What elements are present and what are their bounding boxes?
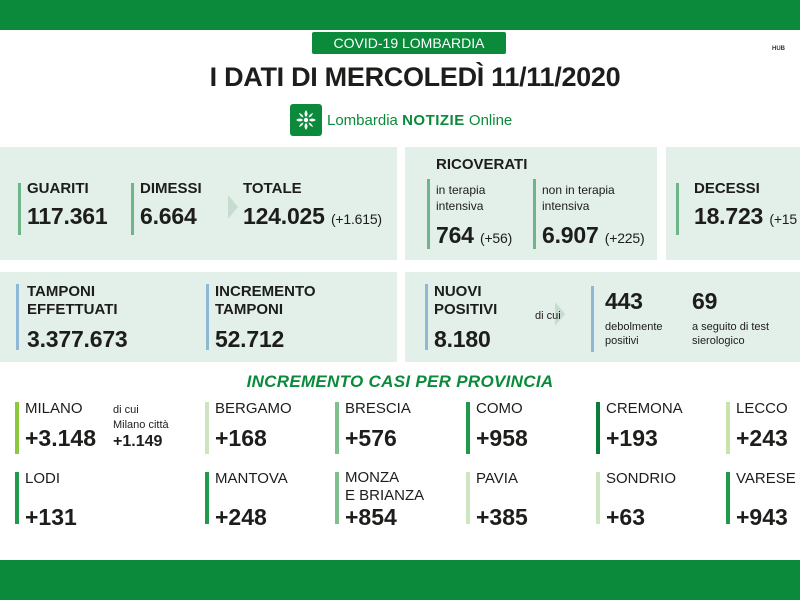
incremento-label-1: INCREMENTO bbox=[215, 283, 316, 300]
nti-label-2: intensiva bbox=[542, 199, 590, 213]
province-name-como: COMO bbox=[476, 400, 523, 417]
accent-bar bbox=[18, 183, 21, 235]
decessi-label: DECESSI bbox=[694, 180, 760, 197]
incremento-label-2: TAMPONI bbox=[215, 301, 284, 318]
hospitalized-panel bbox=[405, 147, 657, 260]
province-name-cremona: CREMONA bbox=[606, 400, 683, 417]
province-bar-lodi bbox=[15, 472, 19, 524]
ti-value bbox=[436, 222, 512, 249]
province-bar-cremona bbox=[596, 402, 600, 454]
debolmente-value: 443 bbox=[605, 288, 643, 314]
province-bar-sondrio bbox=[596, 472, 600, 524]
province-value-mantova: +248 bbox=[215, 504, 267, 530]
province-value-bergamo: +168 bbox=[215, 425, 267, 451]
logo-prefix: Lombardia bbox=[327, 111, 398, 129]
recovered-panel bbox=[0, 147, 397, 260]
province-value-sondrio: +63 bbox=[606, 504, 646, 530]
nti-label-1: non in terapia bbox=[542, 183, 615, 197]
page-title: I DATI DI MERCOLEDÌ 11/11/2020 bbox=[209, 62, 621, 92]
province-value-cremona: +193 bbox=[606, 425, 658, 451]
ti-label-1: in terapia bbox=[436, 183, 486, 197]
accent-bar bbox=[16, 284, 19, 350]
province-name-mantova: MANTOVA bbox=[215, 470, 288, 487]
nti-number: 6.907 bbox=[542, 222, 599, 248]
guariti-label: GUARITI bbox=[27, 180, 89, 197]
milano-note-2: Milano città bbox=[113, 419, 169, 431]
guariti-value: 117.361 bbox=[27, 203, 108, 229]
totale-value bbox=[243, 203, 382, 230]
nuovi-label-2: POSITIVI bbox=[434, 301, 498, 318]
debolmente-label-1: debolmente bbox=[605, 321, 663, 333]
deaths-panel bbox=[666, 147, 800, 260]
province-bar-varese bbox=[726, 472, 730, 524]
hub-label: HUB bbox=[772, 46, 785, 52]
province-name-pavia: PAVIA bbox=[476, 470, 518, 487]
province-value-lodi: +131 bbox=[25, 504, 77, 530]
accent-bar bbox=[427, 179, 430, 249]
decessi-delta: (+15 bbox=[769, 211, 797, 227]
logo-suffix: Online bbox=[468, 111, 513, 129]
sierologico-label-1: a seguito di test bbox=[692, 321, 770, 333]
arrow-right-icon bbox=[228, 195, 238, 219]
province-name-monza-1: MONZA bbox=[345, 469, 400, 486]
accent-bar bbox=[131, 183, 134, 235]
province-bar-como bbox=[466, 402, 470, 454]
provinces-title: INCREMENTO CASI PER PROVINCIA bbox=[246, 372, 554, 391]
tamponi-label-2: EFFETTUATI bbox=[27, 301, 118, 318]
nuovi-label-1: NUOVI bbox=[434, 283, 482, 300]
dimessi-label: DIMESSI bbox=[140, 180, 202, 197]
dimessi-value: 6.664 bbox=[140, 203, 197, 229]
ti-number: 764 bbox=[436, 222, 474, 248]
ti-delta: (+56) bbox=[479, 230, 513, 246]
province-value-milano: +3.148 bbox=[25, 425, 96, 451]
province-value-monza: +854 bbox=[345, 504, 397, 530]
province-bar-pavia bbox=[466, 472, 470, 524]
nti-value bbox=[542, 222, 644, 249]
incremento-value: 52.712 bbox=[215, 326, 285, 352]
accent-bar bbox=[206, 284, 209, 350]
accent-bar bbox=[425, 284, 428, 350]
province-name-lodi: LODI bbox=[25, 470, 61, 487]
accent-bar bbox=[676, 183, 679, 235]
nti-delta: (+225) bbox=[604, 230, 645, 246]
province-name-milano: MILANO bbox=[25, 400, 83, 417]
province-name-sondrio: SONDRIO bbox=[606, 470, 677, 487]
province-value-como: +958 bbox=[476, 425, 528, 451]
province-value-brescia: +576 bbox=[345, 425, 397, 451]
province-bar-lecco bbox=[726, 402, 730, 454]
province-bar-brescia bbox=[335, 402, 339, 454]
decessi-value bbox=[694, 203, 797, 230]
totale-label: TOTALE bbox=[243, 180, 302, 197]
province-name-brescia: BRESCIA bbox=[345, 400, 411, 417]
debolmente-label-2: positivi bbox=[605, 335, 639, 347]
nuovi-value: 8.180 bbox=[434, 326, 491, 352]
province-value-varese: +943 bbox=[736, 504, 788, 530]
logo-text bbox=[327, 112, 512, 129]
tamponi-value: 3.377.673 bbox=[27, 326, 128, 352]
accent-bar bbox=[591, 286, 594, 352]
accent-bar bbox=[533, 179, 536, 249]
province-bar-monza bbox=[335, 472, 339, 524]
province-bar-milano bbox=[15, 402, 19, 454]
totale-number: 124.025 bbox=[243, 203, 325, 229]
lombardia-rose-icon bbox=[290, 104, 322, 136]
province-value-pavia: +385 bbox=[476, 504, 528, 530]
province-name-lecco: LECCO bbox=[736, 400, 788, 417]
totale-delta: (+1.615) bbox=[330, 211, 382, 227]
ti-label-2: intensiva bbox=[436, 199, 484, 213]
region-banner: COVID-19 LOMBARDIA bbox=[312, 32, 506, 54]
milano-note-value: +1.149 bbox=[113, 433, 163, 450]
province-name-monza-2: E BRIANZA bbox=[345, 487, 425, 504]
logo-brand: NOTIZIE bbox=[402, 111, 465, 129]
province-bar-bergamo bbox=[205, 402, 209, 454]
decessi-number: 18.723 bbox=[694, 203, 764, 229]
province-bar-mantova bbox=[205, 472, 209, 524]
milano-note-1: di cui bbox=[113, 404, 139, 416]
lombardia-notizie-logo bbox=[290, 103, 512, 137]
province-name-varese: VARESE bbox=[736, 470, 796, 487]
tamponi-label-1: TAMPONI bbox=[27, 283, 96, 300]
province-name-bergamo: BERGAMO bbox=[215, 400, 292, 417]
di-cui-label: di cui bbox=[535, 310, 561, 322]
new-positives-panel bbox=[405, 272, 800, 362]
sierologico-value: 69 bbox=[692, 288, 718, 314]
ricoverati-label: RICOVERATI bbox=[436, 156, 528, 173]
province-value-lecco: +243 bbox=[736, 425, 788, 451]
tests-panel bbox=[0, 272, 397, 362]
bottom-bar bbox=[0, 560, 800, 600]
sierologico-label-2: sierologico bbox=[692, 335, 745, 347]
